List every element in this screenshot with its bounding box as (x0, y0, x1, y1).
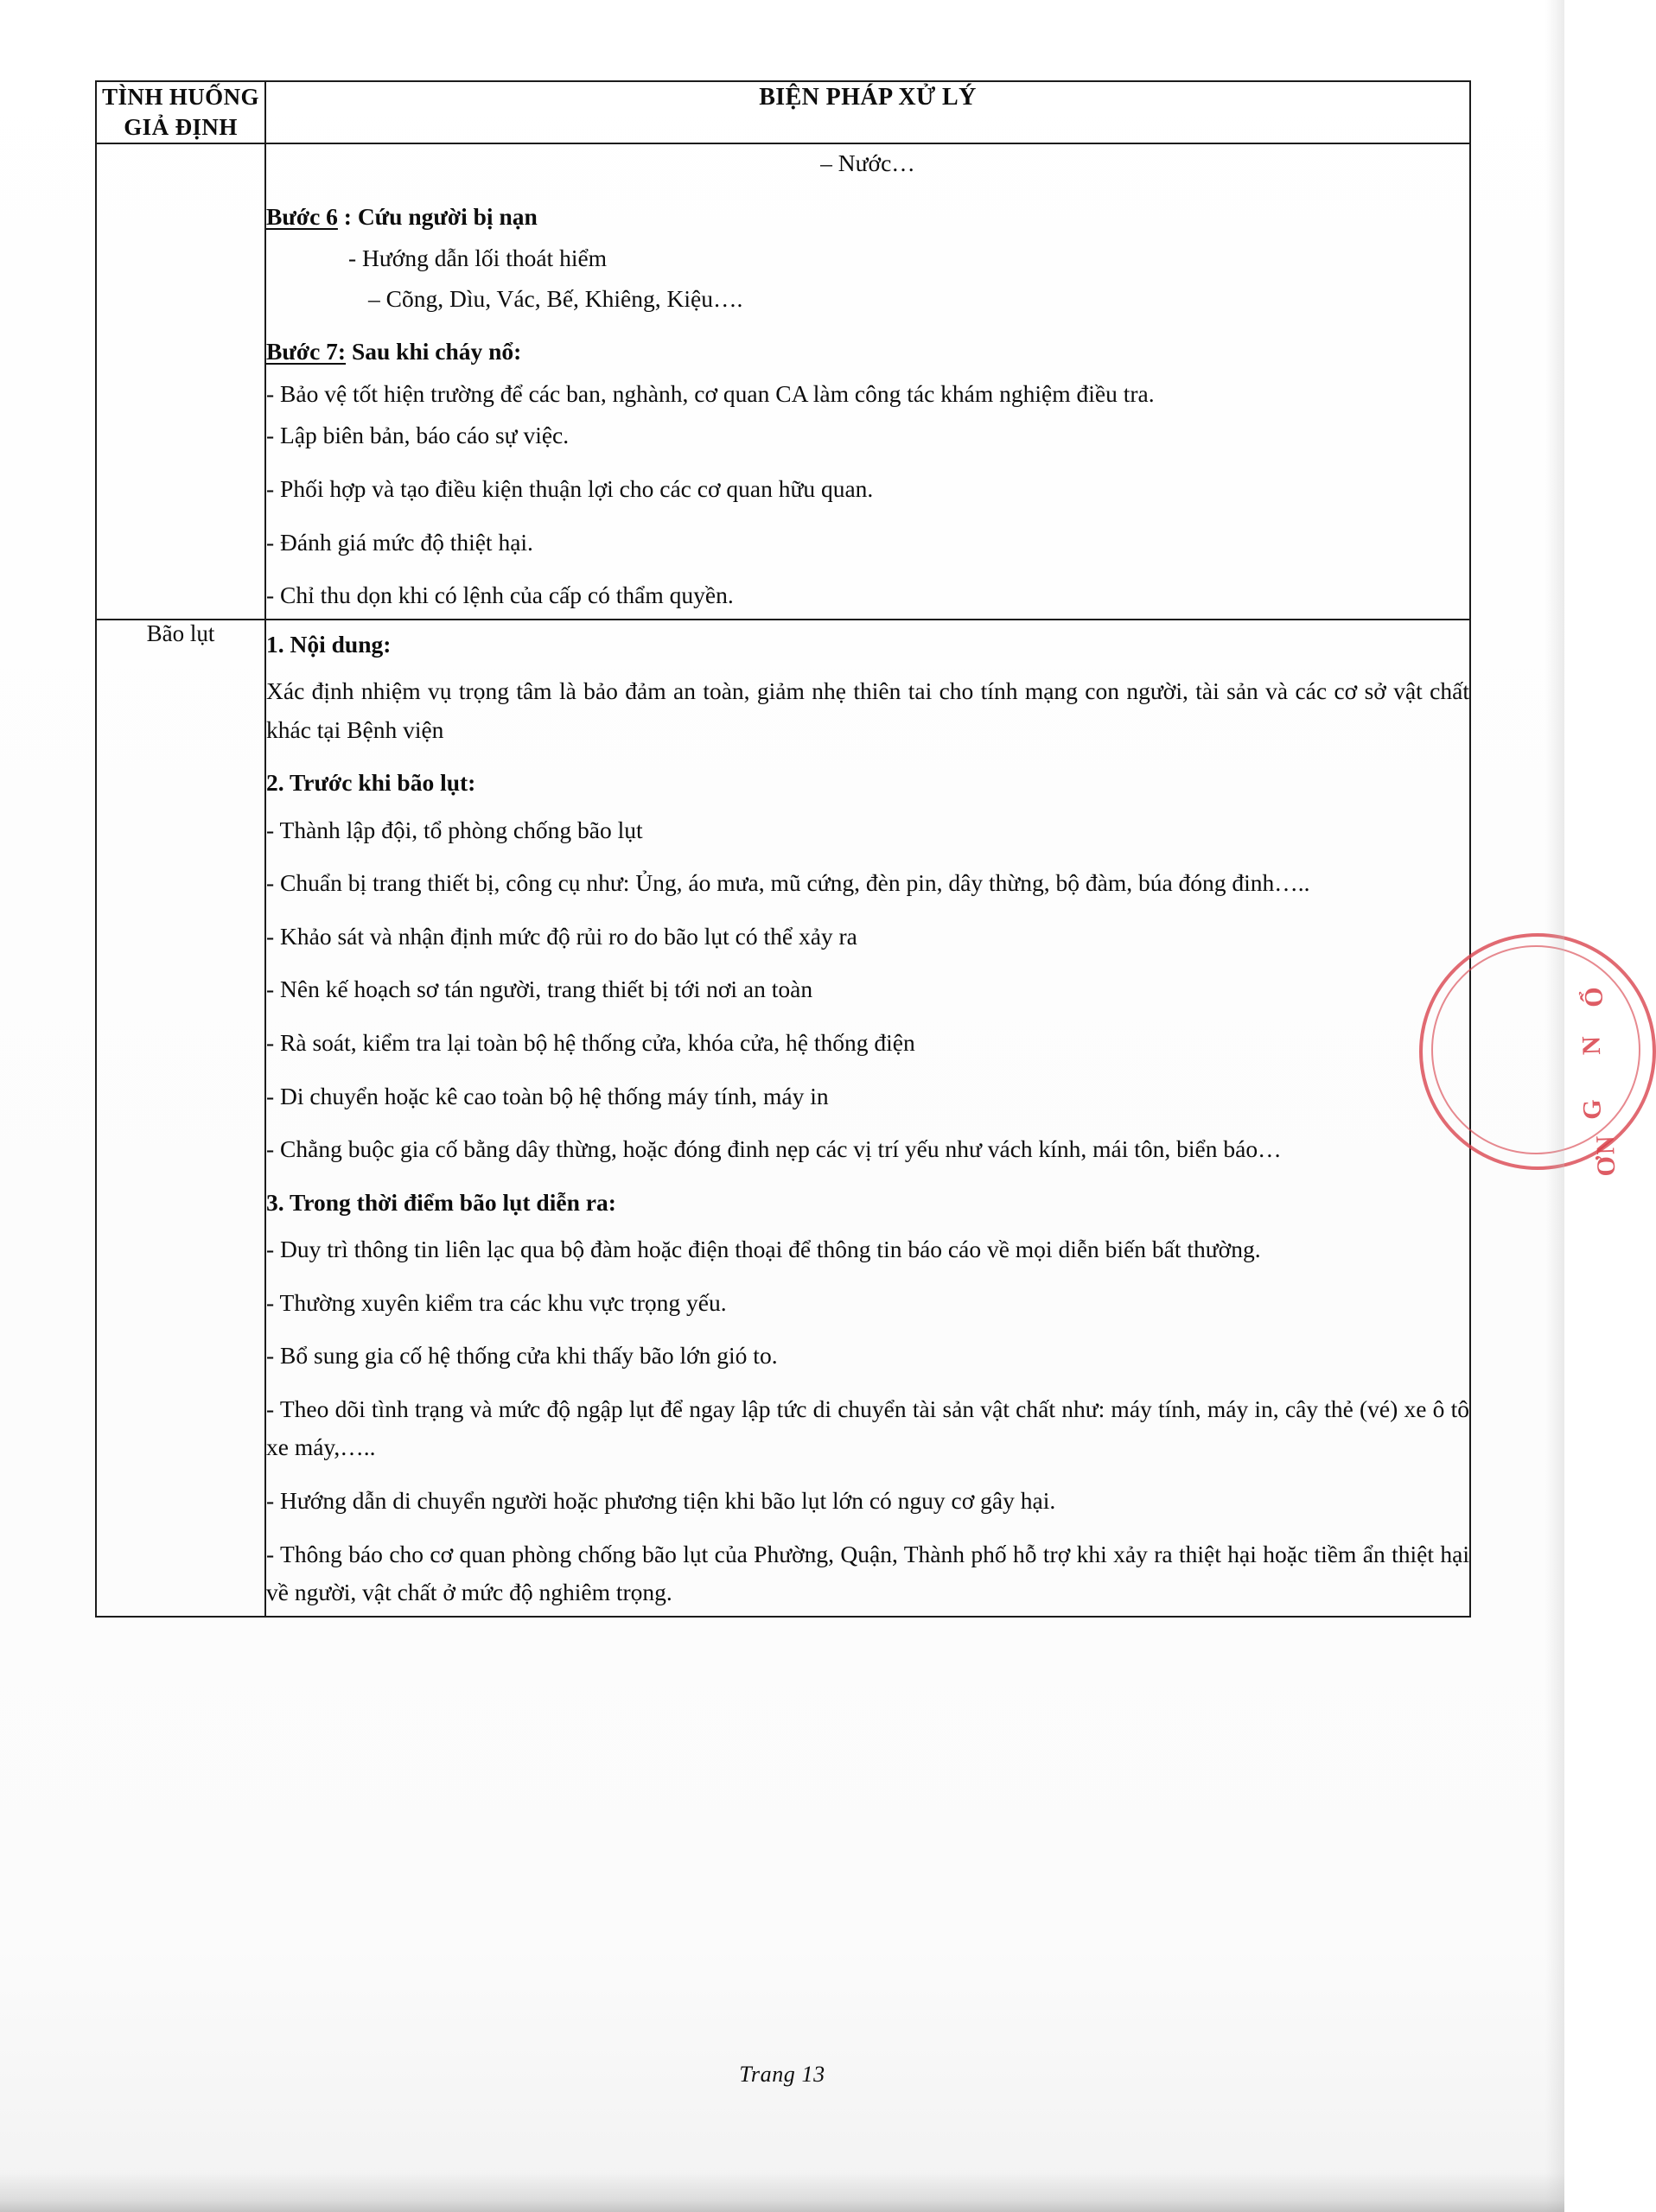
table-row (96, 143, 1470, 619)
measure-line: - Thông báo cho cơ quan phòng chống bão lụt của Phường, Quận, Thành phố hỗ trợ khi xảy ra thiệt hại hoặc tiềm ẩn thiệt hại về người, vật chất ở mức độ nghiêm trọng. (266, 1540, 1469, 1606)
section-heading: 2. Trước khi bão lụt: (266, 769, 476, 797)
header-situation (96, 81, 265, 143)
measure-line: - Nên kế hoạch sơ tán người, trang thiết bị tới nơi an toàn (266, 976, 813, 1003)
procedure-table (95, 80, 1471, 1618)
header-situation-line1: TÌNH HUỐNG (102, 84, 259, 110)
measure-line: - Hướng dẫn di chuyển người hoặc phương tiện khi bão lụt lớn có nguy cơ gây hại. (266, 1486, 1056, 1514)
section-heading: 1. Nội dung: (266, 630, 392, 658)
step-text: : Cứu người bị nạn (337, 202, 538, 230)
measures-cell (265, 620, 1470, 1617)
measure-line: – Cõng, Dìu, Vác, Bế, Khiêng, Kiệu…. (368, 284, 743, 312)
measure-line: - Khảo sát và nhận định mức độ rủi ro do bão lụt có thể xảy ra (266, 922, 857, 950)
situation-cell: Bão lụt (96, 620, 265, 1617)
measure-line: - Bổ sung gia cố hệ thống cửa khi thấy bão lớn gió to. (266, 1342, 778, 1370)
stamp-text-fragment: G (1577, 1096, 1608, 1121)
measure-line: - Chuẩn bị trang thiết bị, công cụ như: Ủng, áo mưa, mũ cứng, đèn pin, dây thừng, bộ đàm, búa đóng đinh….. (266, 869, 1310, 897)
measure-line: Xác định nhiệm vụ trọng tâm là bảo đảm an toàn, giảm nhẹ thiên tai cho tính mạng con người, tài sản và các cơ sở vật chất khác tại Bệnh viện (266, 677, 1469, 743)
measure-line: - Thường xuyên kiểm tra các khu vực trọng yếu. (266, 1288, 727, 1316)
measure-line: - Hướng dẫn lối thoát hiểm (348, 245, 608, 272)
measure-line: – Nước… (820, 149, 915, 177)
situation-cell (96, 143, 265, 619)
measure-line: - Duy trì thông tin liên lạc qua bộ đàm hoặc điện thoại để thông tin báo cáo về mọi diễn biến bất thường. (266, 1236, 1261, 1263)
measure-line: - Di chuyển hoặc kê cao toàn bộ hệ thống máy tính, máy in (266, 1082, 829, 1109)
measure-line: - Thành lập đội, tổ phòng chống bão lụt (266, 816, 643, 843)
measure-line: - Phối hợp và tạo điều kiện thuận lợi cho các cơ quan hữu quan. (266, 475, 874, 503)
table-row (96, 620, 1470, 1617)
page-footer: Trang 13 (739, 2062, 825, 2087)
step-heading (266, 333, 1469, 372)
measure-line: - Rà soát, kiểm tra lại toàn bộ hệ thống cửa, khóa cửa, hệ thống điện (266, 1029, 915, 1057)
measures-cell (265, 143, 1470, 619)
stamp-text-fragment: N (1576, 1033, 1607, 1056)
stamp-text-fragment: Ổ (1579, 984, 1609, 1008)
header-measures: BIỆN PHÁP XỬ LÝ (265, 81, 1470, 143)
scan-edge-shading-bottom (0, 2172, 1564, 2212)
step-label: Bước 7: (266, 338, 347, 365)
measure-line: - Lập biên bản, báo cáo sự việc. (266, 422, 570, 449)
measure-line: - Chằng buộc gia cố bằng dây thừng, hoặc đóng đinh nẹp các vị trí yếu như vách kính, mái tôn, biển báo… (266, 1135, 1282, 1163)
table-header-row (96, 81, 1470, 143)
stamp-text-fragment: ƠN (1590, 1133, 1621, 1178)
measure-line: - Theo dõi tình trạng và mức độ ngập lụt để ngay lập tức di chuyển tài sản vật chất như: máy tính, máy in, cây thẻ (vé) xe ô tô xe máy,….. (266, 1395, 1469, 1461)
step-heading (266, 198, 1469, 237)
measure-line: - Bảo vệ tốt hiện trường để các ban, nghành, cơ quan CA làm công tác khám nghiệm điều tra. (266, 379, 1155, 407)
step-label: Bước 6 (266, 202, 338, 230)
scan-edge-shading-right (1545, 0, 1564, 2212)
section-heading: 3. Trong thời điểm bão lụt diễn ra: (266, 1188, 616, 1216)
measure-line: - Đánh giá mức độ thiệt hại. (266, 528, 533, 556)
header-situation-line2: GIẢ ĐỊNH (124, 114, 238, 141)
measure-line: - Chỉ thu dọn khi có lệnh của cấp có thẩm quyền. (266, 582, 734, 609)
step-text: Sau khi cháy nổ: (346, 338, 522, 365)
